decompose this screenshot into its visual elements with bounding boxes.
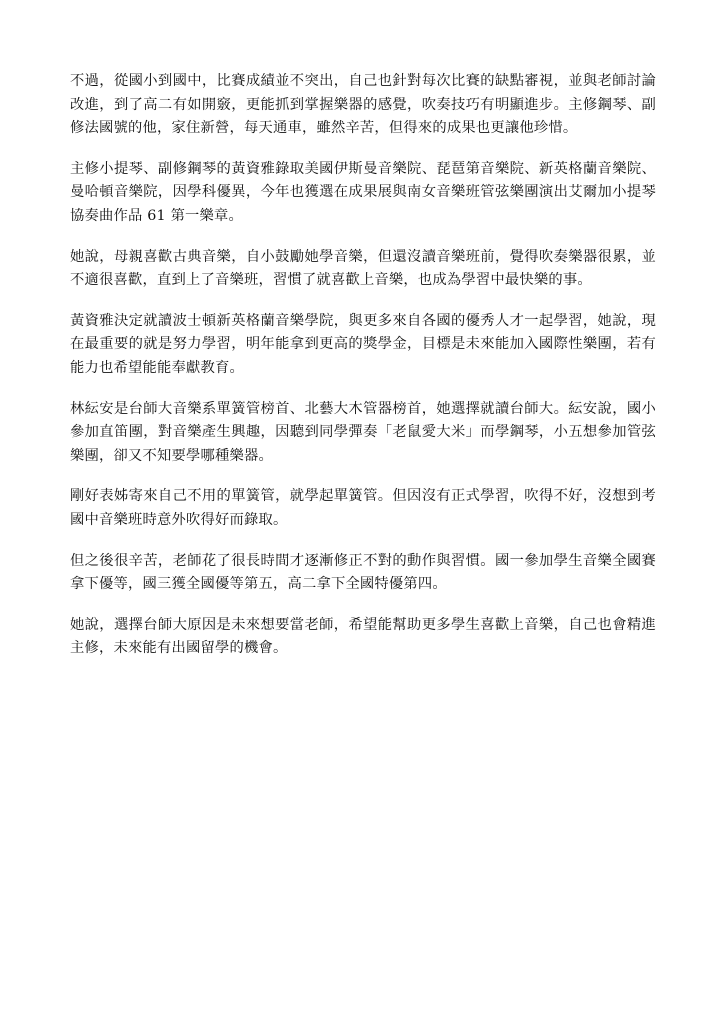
article-body	[70, 70, 656, 678]
paragraph-2: 主修小提琴、副修鋼琴的黃資雅錄取美國伊斯曼音樂院、琵琶第音樂院、新英格蘭音樂院、曼哈頓音樂院，因學科優異，今年也獲選在成果展與南女音樂班管弦樂團演出艾爾加小提琴協奏曲作品 61 第一樂章。	[70, 160, 656, 224]
paragraph-3: 她說，母親喜歡古典音樂，自小鼓勵她學音樂，但還沒讀音樂班前，覺得吹奏樂器很累，並不適很喜歡，直到上了音樂班，習慣了就喜歡上音樂，也成為學習中最快樂的事。	[70, 248, 656, 289]
paragraph-8: 她說，選擇台師大原因是未來想要當老師，希望能幫助更多學生喜歡上音樂，自己也會精進主修，未來能有出國留學的機會。	[70, 616, 656, 657]
paragraph-4: 黃資雅決定就讀波士頓新英格蘭音樂學院，與更多來自各國的優秀人才一起學習，她說，現在最重要的就是努力學習，明年能拿到更高的獎學金，目標是未來能加入國際性樂團，若有能力也希望能能奉獻教育。	[70, 312, 656, 376]
paragraph-5: 林紜安是台師大音樂系單簧管榜首、北藝大木管器榜首，她選擇就讀台師大。紜安說，國小參加直笛團，對音樂產生興趣，因聽到同學彈奏「老鼠愛大米」而學鋼琴，小五想參加管弦樂團，卻又不知要學哪種樂器。	[70, 400, 656, 464]
paragraph-7: 但之後很辛苦，老師花了很長時間才逐漸修正不對的動作與習慣。國一參加學生音樂全國賽拿下優等，國三獲全國優等第五，高二拿下全國特優第四。	[70, 552, 656, 593]
paragraph-6: 剛好表姊寄來自己不用的單簧管，就學起單簧管。但因沒有正式學習，吹得不好，沒想到考國中音樂班時意外吹得好而錄取。	[70, 488, 656, 528]
paragraph-1: 不過，從國小到國中，比賽成績並不突出，自己也針對每次比賽的缺點審視，並與老師討論改進，到了高二有如開竅，更能抓到掌握樂器的感覺，吹奏技巧有明顯進步。主修鋼琴、副修法國號的他，家住新營，每天通車，雖然辛苦，但得來的成果也更讓他珍惜。	[70, 73, 656, 137]
